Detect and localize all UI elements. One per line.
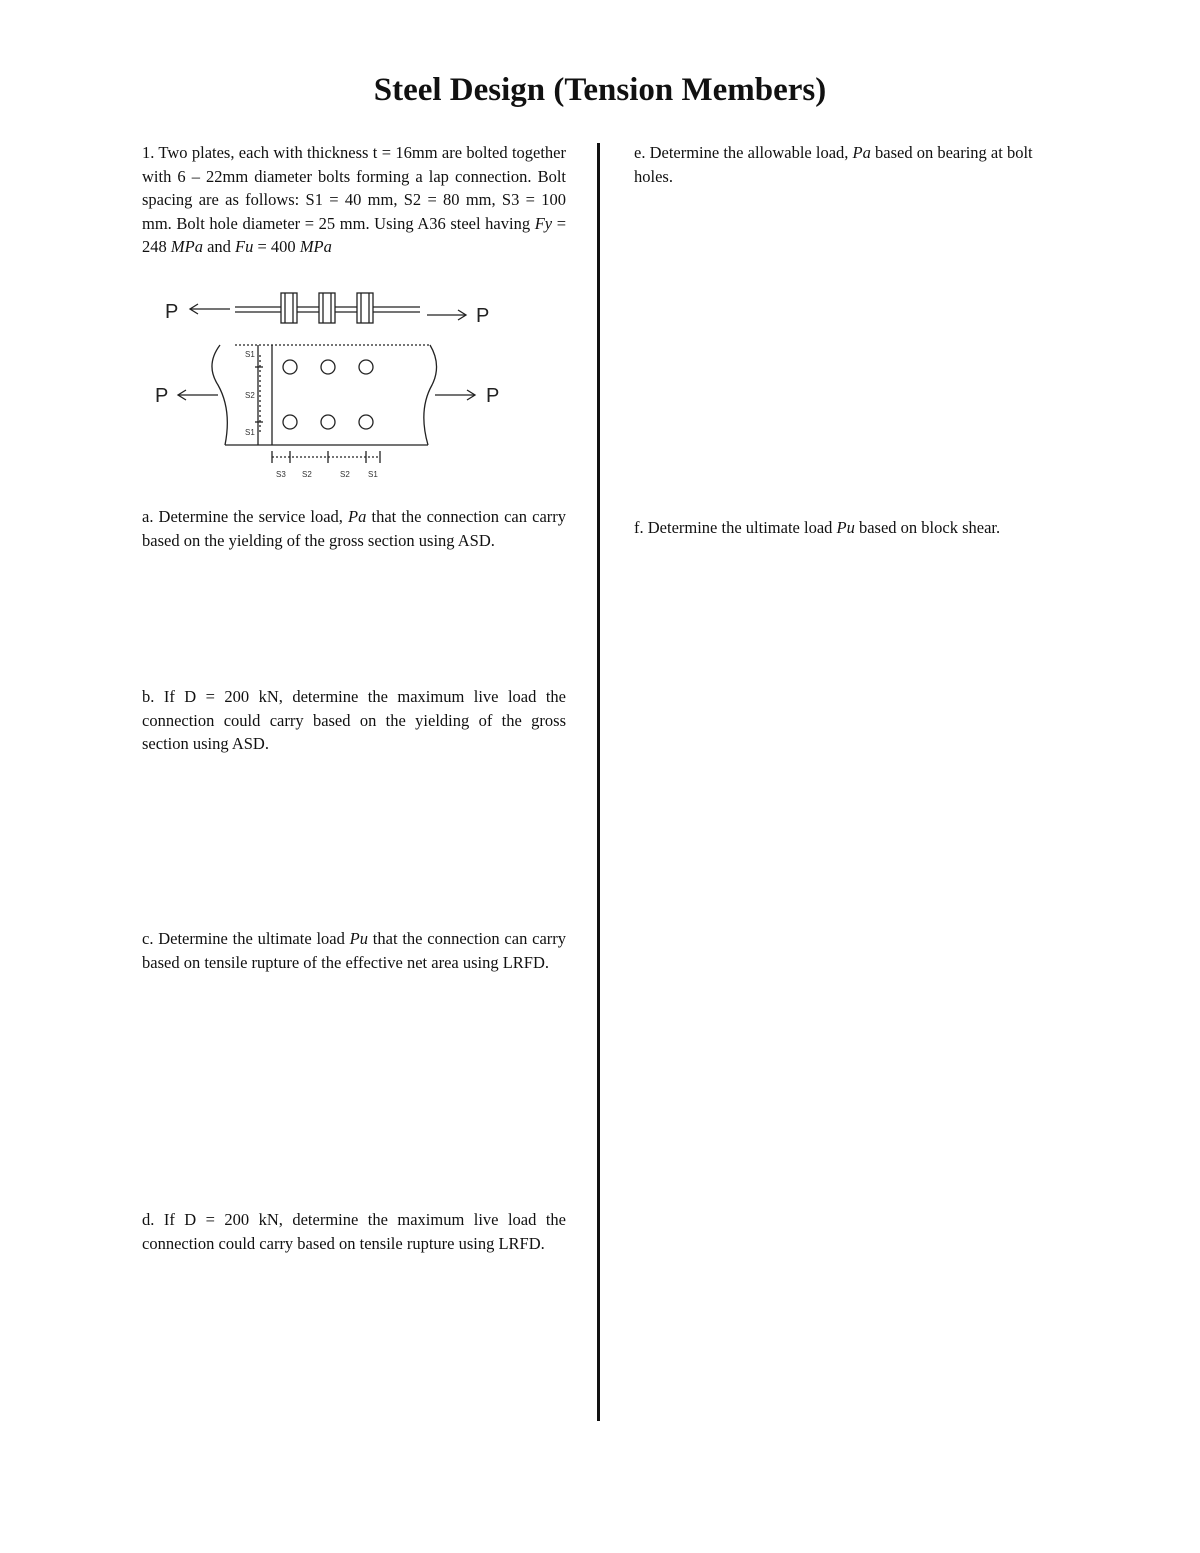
dim-label-s1: S1 (368, 470, 378, 479)
bolt-hole (359, 415, 373, 429)
pa-symbol: Pa (852, 143, 871, 162)
question-a-text: a. Determine the service load, (142, 507, 349, 526)
fu-unit: MPa (299, 237, 332, 256)
dim-label-s1: S1 (245, 350, 255, 359)
bolt-elevation (357, 293, 373, 323)
bolted-connection-figure (150, 285, 510, 485)
bolt-hole (283, 360, 297, 374)
pu-symbol: Pu (836, 518, 855, 537)
question-f-text: f. Determine the ultimate load (634, 518, 837, 537)
bolt-hole (359, 360, 373, 374)
dim-label-s3: S3 (276, 470, 286, 479)
question-b: b. If D = 200 kN, determine the maximum live load the connection could carry based on the yielding of the gross section using ASD. (142, 687, 566, 753)
load-label: P (486, 385, 500, 407)
bolt-elevation (319, 293, 335, 323)
pa-symbol: Pa (348, 507, 367, 526)
plate-break-right (424, 345, 437, 445)
bolt-elevation (281, 293, 297, 323)
question-e (634, 141, 1074, 188)
load-label: P (476, 305, 490, 327)
bolt-hole (321, 415, 335, 429)
question-a-text: that the connection can carry based on the yielding of the gross section using ASD. (142, 507, 567, 550)
question-f (634, 516, 1074, 540)
question-e-text: e. Determine the allowable load, (634, 143, 853, 162)
question-d: d. If D = 200 kN, determine the maximum live load the connection could carry based on tensile rupture using LRFD. (142, 1210, 566, 1253)
and-text: and (202, 237, 236, 256)
problem-text: Two plates, each with thickness t = 16mm are bolted together with 6 – 22mm diameter bolts forming a lap connection. Bolt spacing are as follows: S1 = 40 mm, S2 = 80 mm, S3 = 100 mm. Bolt hole diameter = 25 mm. Using A36 steel having (142, 143, 566, 233)
question-c (142, 927, 566, 974)
question-a (142, 505, 566, 552)
question-c-text: that the connection can carry based on tensile rupture of the effective net area using LRFD. (142, 929, 567, 972)
load-label: P (155, 385, 169, 407)
dim-label-s2: S2 (245, 391, 255, 400)
problem-statement (142, 141, 566, 259)
load-label: P (165, 301, 179, 323)
fu-symbol: Fu (235, 237, 254, 256)
problem-number: 1. (142, 143, 155, 162)
page-title: Steel Design (Tension Members) (373, 72, 827, 108)
plan-view (178, 345, 475, 463)
elevation-view (190, 293, 466, 323)
question-e-text: based on bearing at bolt holes. (634, 143, 1033, 186)
question-c-text: c. Determine the ultimate load (142, 929, 350, 948)
column-divider (597, 143, 600, 1421)
fy-symbol: Fy (534, 213, 553, 233)
fu-value: = 400 (253, 237, 300, 256)
dim-label-s2: S2 (340, 470, 350, 479)
bolt-hole (283, 415, 297, 429)
question-f-text: based on block shear. (854, 518, 1001, 537)
fy-value: = 248 (142, 213, 567, 256)
dim-label-s1: S1 (245, 428, 255, 437)
dim-label-s2: S2 (302, 470, 312, 479)
pu-symbol: Pu (349, 929, 368, 948)
fy-unit: MPa (170, 237, 203, 256)
bolt-hole (321, 360, 335, 374)
